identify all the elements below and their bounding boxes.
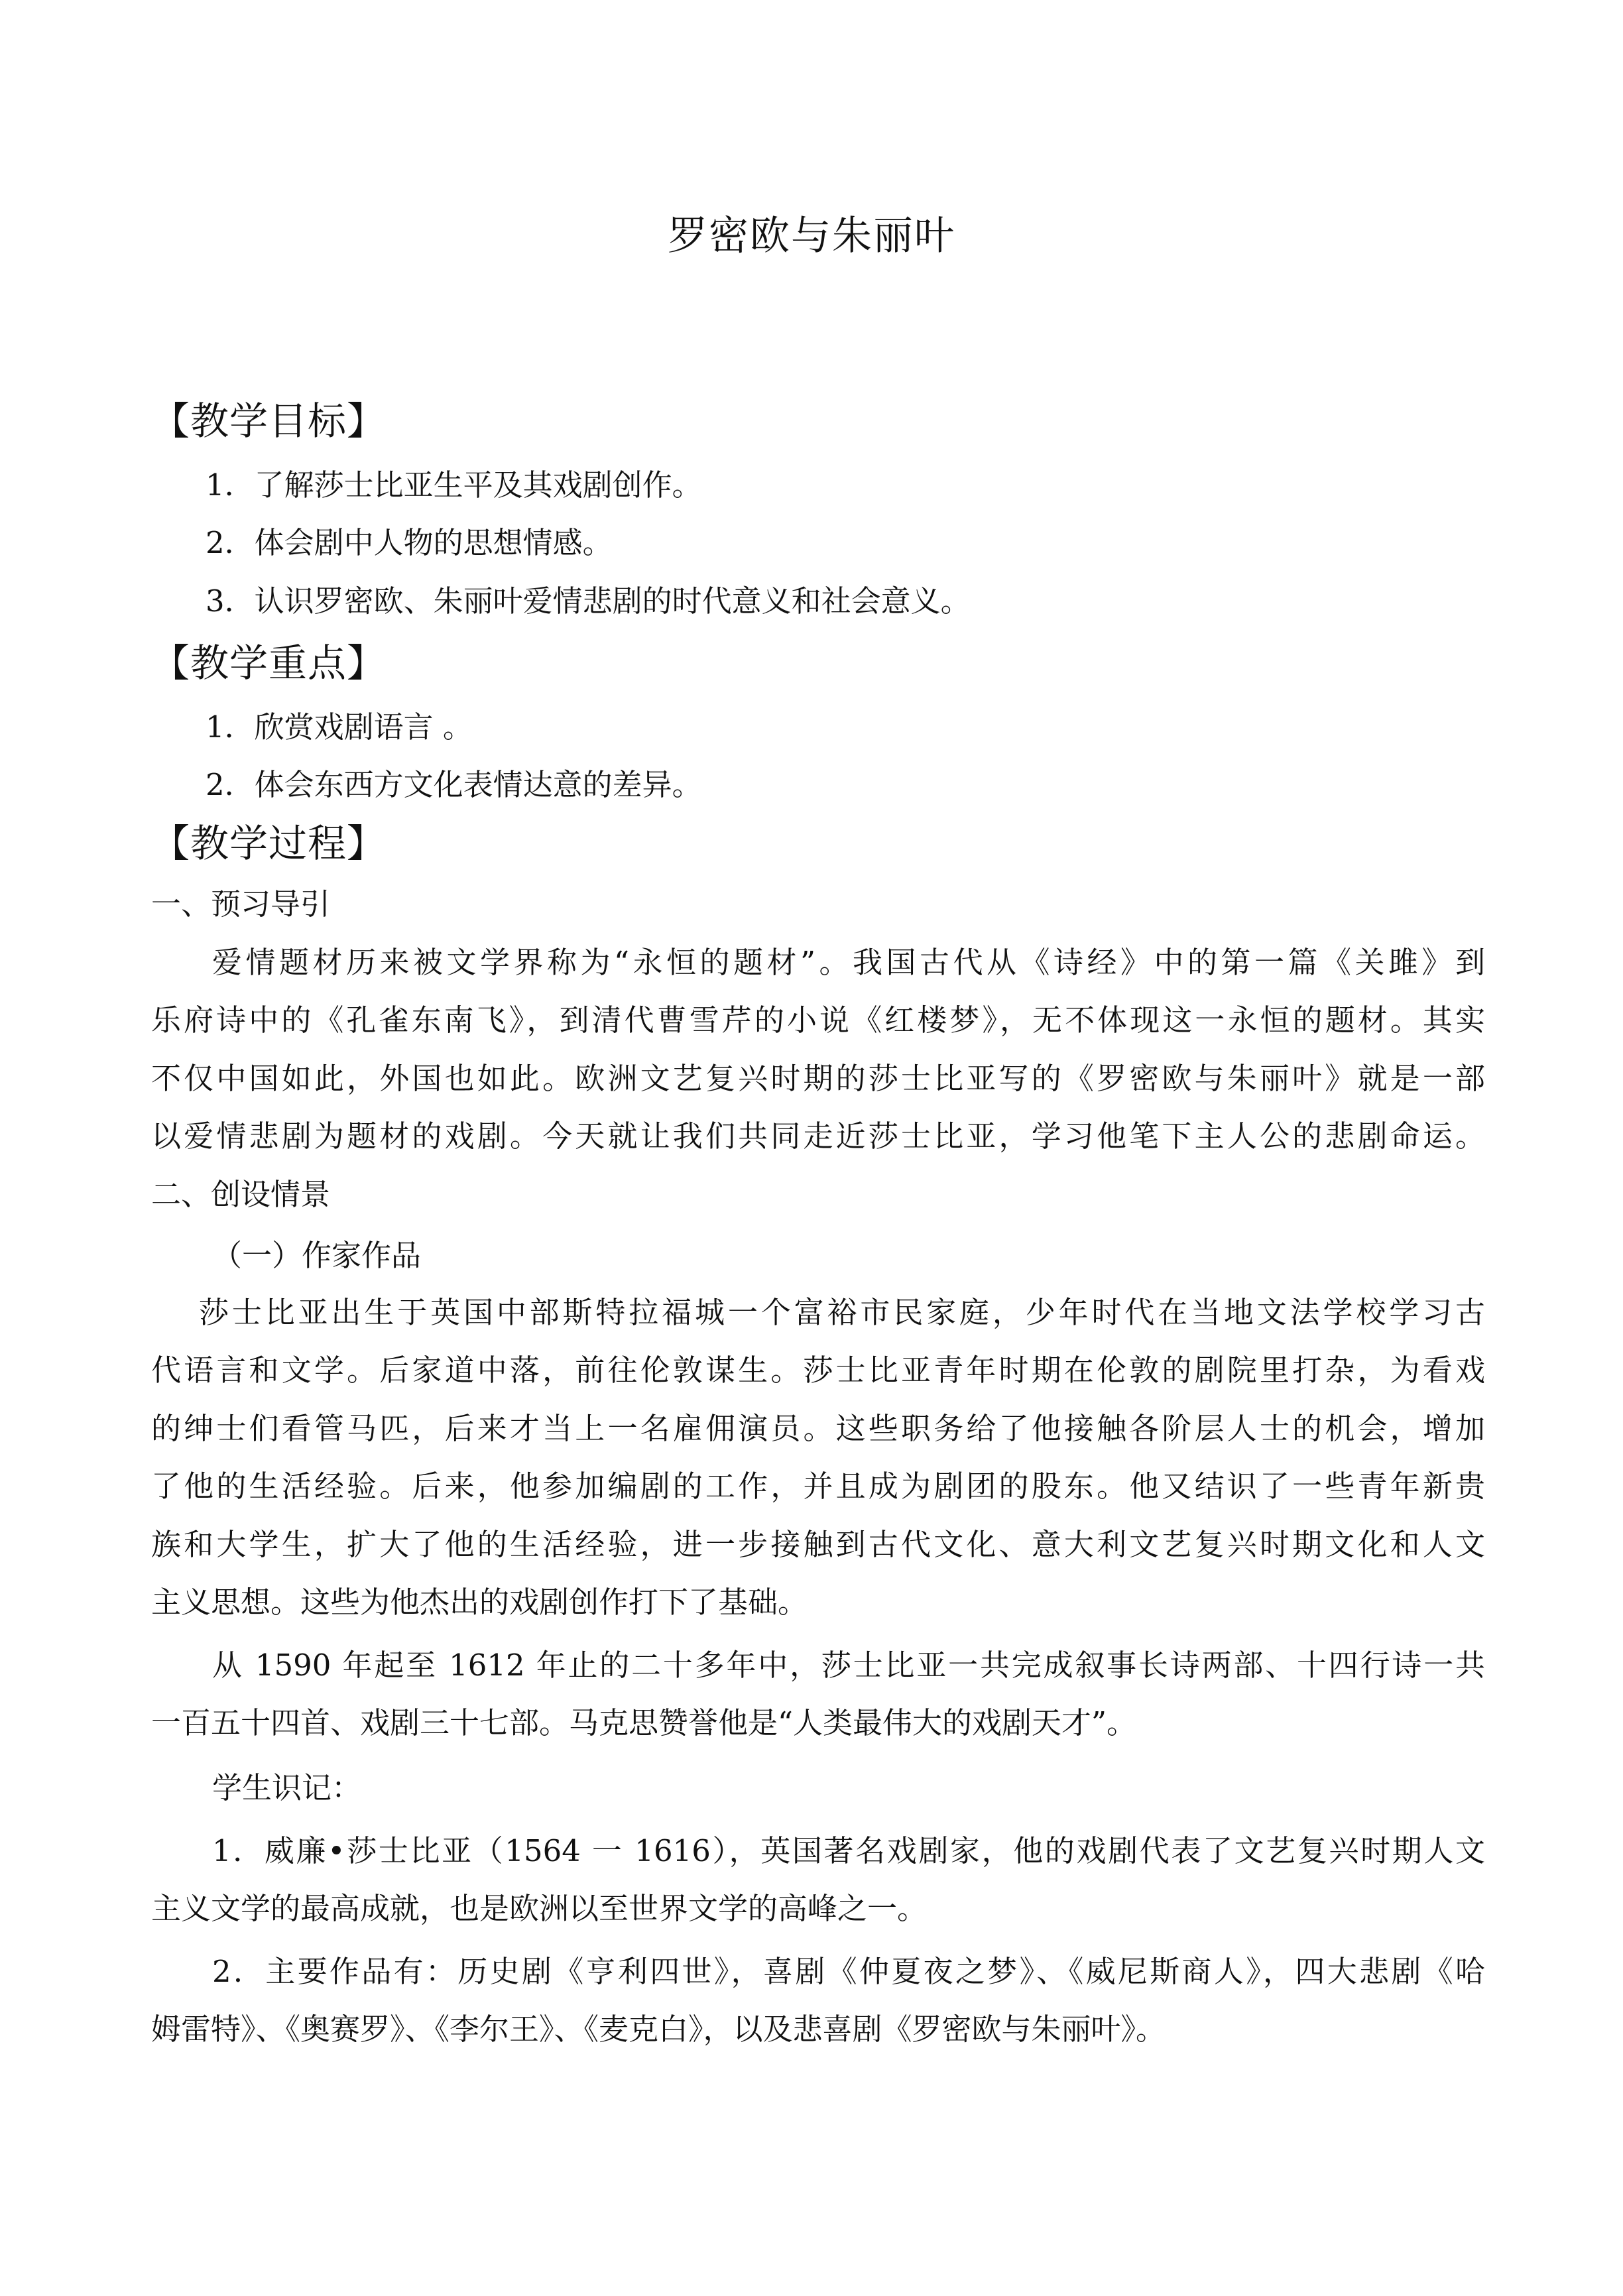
- bio-line: 了他的生活经验。后来，他参加编剧的工作，并且成为剧团的股东。他又结识了一些青年新贵: [151, 1469, 1485, 1504]
- focus-item: 1．欣赏戏剧语言 。: [206, 709, 473, 745]
- note-line: 主义文学的最高成就，也是欧洲以至世界文学的高峰之一。: [151, 1891, 928, 1926]
- sub1-heading: （一）作家作品: [212, 1238, 422, 1273]
- bio-line: 的绅士们看管马匹，后来才当上一名雇佣演员。这些职务给了他接触各阶层人士的机会，增加: [151, 1411, 1485, 1446]
- part1-line: 不仅中国如此，外国也如此。欧洲文艺复兴时期的莎士比亚写的《罗密欧与朱丽叶》就是一部: [151, 1061, 1485, 1096]
- part1-heading: 一、预习导引: [151, 886, 331, 922]
- objectives-heading: 【教学目标】: [151, 398, 387, 444]
- works-line: 一百五十四首、戏剧三十七部。马克思赞誉他是“人类最伟大的戏剧天才”。: [151, 1705, 1137, 1740]
- works-line: 从 1590 年起至 1612 年止的二十多年中，莎士比亚一共完成叙事长诗两部、十四行诗一共: [212, 1648, 1485, 1683]
- focus-heading: 【教学重点】: [151, 640, 387, 686]
- objective-item: 1．了解莎士比亚生平及其戏剧创作。: [206, 467, 702, 503]
- note-line: 2．主要作品有：历史剧《亨利四世》，喜剧《仲夏夜之梦》、《威尼斯商人》，四大悲剧《哈: [212, 1954, 1485, 1989]
- note-line: 姆雷特》、《奥赛罗》、《李尔王》、《麦克白》，以及悲喜剧《罗密欧与朱丽叶》。: [151, 2012, 1166, 2047]
- note-line: 1．威廉•莎士比亚（1564 一 1616），英国著名戏剧家，他的戏剧代表了文艺复兴时期人文: [212, 1833, 1485, 1868]
- bio-line: 族和大学生，扩大了他的生活经验，进一步接触到古代文化、意大利文艺复兴时期文化和人文: [151, 1527, 1485, 1562]
- part2-heading: 二、创设情景: [151, 1177, 331, 1212]
- part1-line: 爱情题材历来被文学界称为“永恒的题材”。我国古代从《诗经》中的第一篇《关雎》到: [212, 945, 1485, 980]
- objective-item: 3．认识罗密欧、朱丽叶爱情悲剧的时代意义和社会意义。: [206, 583, 971, 619]
- focus-item: 2．体会东西方文化表情达意的差异。: [206, 767, 702, 802]
- part1-line: 乐府诗中的《孔雀东南飞》，到清代曹雪芹的小说《红楼梦》，无不体现这一永恒的题材。其实: [151, 1002, 1485, 1038]
- bio-line: 主义思想。这些为他杰出的戏剧创作打下了基础。: [151, 1585, 808, 1620]
- notes-label: 学生识记：: [212, 1770, 362, 1805]
- process-heading: 【教学过程】: [151, 821, 387, 866]
- document-title: 罗密欧与朱丽叶: [668, 213, 955, 259]
- bio-line: 莎士比亚出生于英国中部斯特拉福城一个富裕市民家庭，少年时代在当地文法学校学习古: [199, 1295, 1485, 1330]
- part1-line: 以爱情悲剧为题材的戏剧。今天就让我们共同走近莎士比亚，学习他笔下主人公的悲剧命运。: [151, 1118, 1485, 1154]
- objective-item: 2．体会剧中人物的思想情感。: [206, 525, 613, 560]
- bio-line: 代语言和文学。后家道中落，前往伦敦谋生。莎士比亚青年时期在伦敦的剧院里打杂，为看戏: [151, 1353, 1485, 1388]
